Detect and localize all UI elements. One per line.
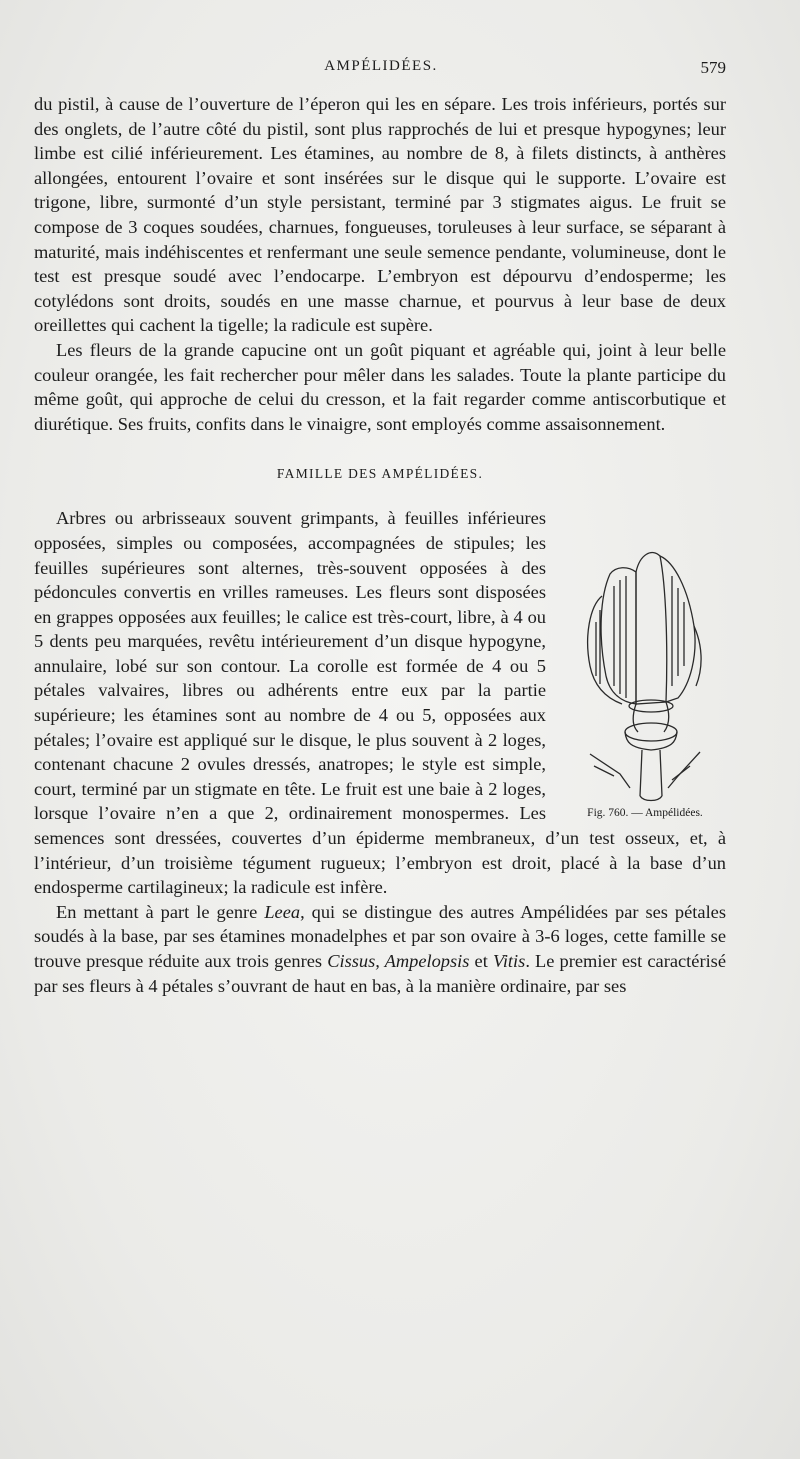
genera-text-c: et [469,951,493,971]
genus-vitis: Vitis [492,951,526,971]
paragraph-capucine-uses: Les fleurs de la grande capucine ont un goût piquant et agréable qui, joint à leur belle couleur orangée, les fait rechercher pour mêler dans les salades. Toute la plante participe du même goût, qui approche de celui du cresson, et la fait regarder comme antiscorbutique et diurétique. Ses fruits, confits dans le vinaigre, sont employés comme assaisonnement. [34,339,726,434]
flower-bud-engraving-icon [570,526,720,804]
page-number: 579 [700,58,726,77]
figure-760 [560,526,730,821]
genus-cissus-ampelopsis: Cissus, Ampelopsis [327,951,470,971]
figure-caption: Fig. 760. — Ampélidées. [587,807,703,820]
genera-text-d: . Le premier est caractérisé par ses fleurs à 4 pétales s’ouvrant de haut en bas, à la manière ordinaire, par ses [34,951,726,996]
running-title: AMPÉLIDÉES. [324,58,438,74]
paragraph-capucine-flower: du pistil, à cause de l’ouverture de l’éperon qui les en sépare. Les trois inférieurs, portés sur des onglets, de l’autre côté du pistil, sont plus rapprochés de lui et presque hypogynes; leur limbe est cilié inférieurement. Les étamines, au nombre de 8, à filets distincts, à anthères allongées, entourent l’ovaire et sont insérées sur le disque qui le supporte. L’ovaire est trigone, libre, surmonté d’un style persistant, terminé par 3 stigmates aigus. Le fruit se compose de 3 coques soudées, charnues, fongueuses, toruleuses à leur surface, se séparant à maturité, mais indéhiscentes et renfermant une seule semence pendante, volumineuse, dont le test est presque soudé avec l’endocarpe. L’embryon est dépourvu d’endosperme; les cotylédons sont droits, soudés en une masse charnue, et pourvus à leur base de deux oreillettes qui cachent la tigelle; la radicule est supère. [34,94,726,336]
section-heading: FAMILLE DES AMPÉLIDÉES. [276,466,484,482]
genus-leea: Leea [264,901,301,922]
body-text [34,92,726,998]
genera-text-a: En mettant à part le genre [56,901,265,922]
paragraph-family-description: Arbres ou arbrisseaux souvent grimpants, à feuilles inférieures opposées, simples ou composées, accompagnées de stipules; les feuilles supérieures sont alternes, très-souvent opposées à des pédoncules convertis en vrilles rameuses. Les fleurs sont disposées en grappes opposées aux feuilles; le calice est très-court, libre, à 4 ou 5 dents peu marquées, revêtu intérieurement d’un disque hypogyne, annulaire, lobé sur son contour. La corolle est formée de 4 ou 5 pétales valvaires, libres ou adhérents entre eux par la partie supérieure; les étamines sont au nombre de 4 ou 5, opposées aux pétales; l’ovaire est appliqué sur le disque, le plus souvent à 2 loges, contenant chacune 2 ovules dressés, anatropes; le style est simple, court, terminé par un stigmate en tête. Le fruit est une baie à 2 loges, lorsque l’ovaire n’en a que 2, ordinairement monospermes. Les semences sont dressées, couvertes d’un épiderme membraneux, d’un test osseux, et, à l’intérieur, d’un troisième tégument rugueux; l’embryon est droit, placé à la base d’un endosperme cartilagineux; la radicule est infère. [34,508,726,898]
paragraph-genera [34,900,726,998]
genera-text-b: , qui se distingue des autres Ampélidées par ses pétales soudés à la base, par ses étamines monadelphes et par son ovaire à 3-6 loges, cette famille se trouve presque réduite aux trois genres [34,901,726,971]
page-header [36,58,726,84]
